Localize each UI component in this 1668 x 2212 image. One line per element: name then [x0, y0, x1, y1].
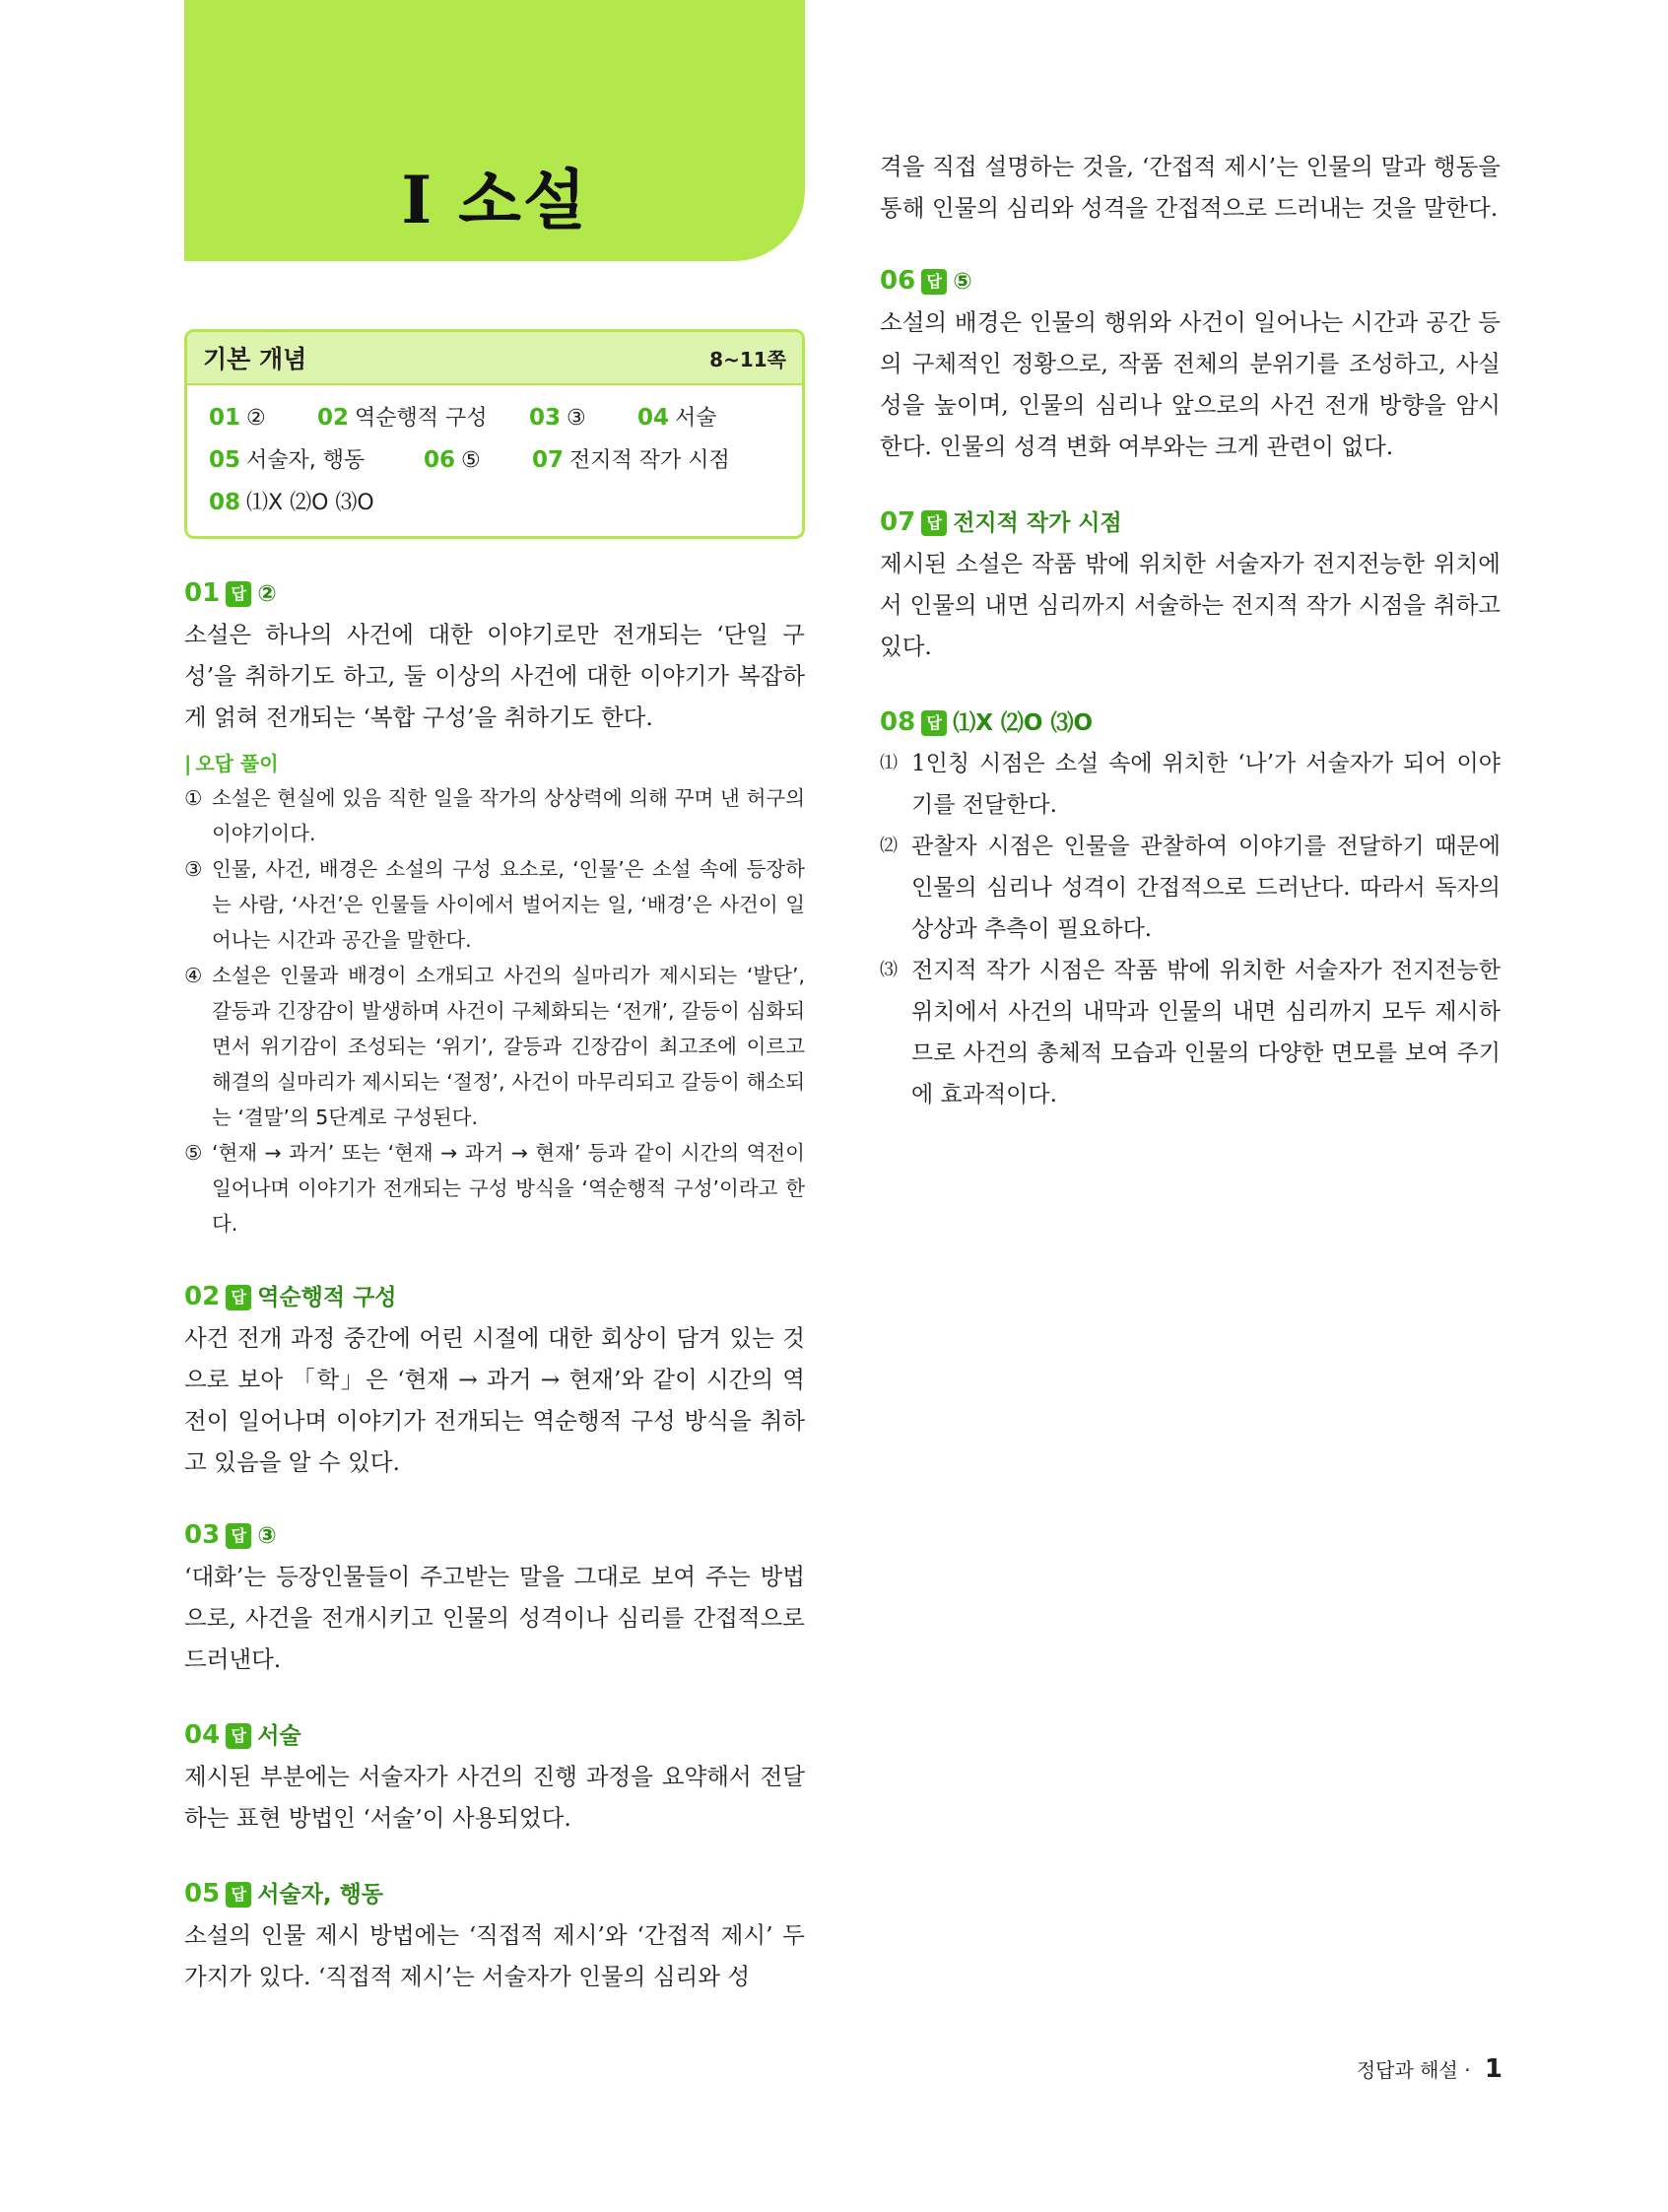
- explanation-item: [880, 743, 1501, 826]
- question-05-continued: [880, 146, 1501, 229]
- wrong-answer-item: [184, 958, 805, 1135]
- item-marker: ⑶: [880, 960, 898, 980]
- concept-item: [424, 439, 532, 482]
- question-heading: [880, 266, 1501, 296]
- explanation-text: 제시된 소설은 작품 밖에 위치한 서술자가 전지전능한 위치에서 인물의 내면 심리까지 서술하는 전지적 작가 시점을 취하고 있다.: [880, 550, 1501, 660]
- question-01: [184, 578, 805, 1241]
- question-number: 08: [880, 707, 916, 737]
- item-answer: ③: [567, 406, 586, 431]
- explanation-item: [880, 950, 1501, 1115]
- explanation-item: [880, 826, 1501, 950]
- concept-title: 기본 개념: [203, 345, 307, 373]
- item-text: 전지적 작가 시점은 작품 밖에 위치한 서술자가 전지전능한 위치에서 사건의 내막과 인물의 내면 심리까지 모두 제시하므로 사건의 총체적 모습과 인물의 다양한 면모를 보여 주기에 효과적이다.: [911, 958, 1501, 1107]
- concept-item: [637, 397, 717, 439]
- question-number: 03: [184, 1520, 221, 1550]
- answer-badge: 답: [921, 269, 947, 295]
- question-number: 05: [184, 1879, 221, 1909]
- wrong-answer-item: [184, 1135, 805, 1241]
- item-answer: 전지적 작가 시점: [569, 448, 730, 473]
- question-02: [184, 1279, 805, 1483]
- item-number: 07: [532, 447, 565, 473]
- question-03: [184, 1520, 805, 1680]
- answer-badge: 답: [921, 510, 947, 536]
- concept-box: [184, 329, 805, 539]
- question-07: [880, 504, 1501, 667]
- question-number: 04: [184, 1720, 221, 1750]
- page-number: 1: [1484, 2054, 1502, 2084]
- right-column: [880, 146, 1501, 1153]
- item-marker: ③: [184, 857, 203, 881]
- item-text: 인물, 사건, 배경은 소설의 구성 요소로, ‘인물’은 소설 속에 등장하는 사람, ‘사건’은 인물들 사이에서 벌어지는 일, ‘배경’은 사건이 일어나는 시간과 공간을 말한다.: [212, 857, 805, 952]
- concept-item: [317, 397, 529, 439]
- concept-row: [209, 439, 780, 482]
- question-heading: [184, 1520, 805, 1550]
- question-06: [880, 266, 1501, 467]
- concept-header: [187, 332, 802, 385]
- wrong-answer-item: [184, 780, 805, 851]
- answer-text: ⑴X ⑵O ⑶O: [953, 710, 1094, 736]
- question-number: 07: [880, 507, 916, 537]
- item-answer: ②: [246, 406, 266, 431]
- concept-pages: 8~11쪽: [709, 347, 786, 371]
- item-answer: 역순행적 구성: [355, 406, 488, 431]
- item-number: 06: [424, 447, 456, 473]
- item-marker: ④: [184, 964, 203, 987]
- concept-item: [209, 397, 317, 439]
- answer-text: 역순행적 구성: [257, 1285, 397, 1310]
- question-number: 02: [184, 1282, 221, 1311]
- answer-text: ③: [257, 1523, 277, 1549]
- item-number: 03: [529, 405, 562, 431]
- item-marker: ⑤: [184, 1141, 203, 1165]
- item-marker: ⑴: [880, 753, 898, 773]
- concept-item: [209, 482, 374, 524]
- item-marker: ⑵: [880, 836, 898, 856]
- item-text: 소설은 현실에 있음 직한 일을 작가의 상상력에 의해 꾸며 낸 허구의 이야기이다.: [212, 786, 805, 845]
- explanation-text: ‘대화’는 등장인물들이 주고받는 말을 그대로 보여 주는 방법으로, 사건을 전개시키고 인물의 성격이나 심리를 간접적으로 드러낸다.: [184, 1563, 805, 1673]
- item-answer: 서술자, 행동: [246, 448, 366, 473]
- answer-text: ⑤: [953, 269, 972, 295]
- footer-separator: ·: [1464, 2058, 1471, 2082]
- concept-item: [529, 397, 637, 439]
- wrong-answer-item: [184, 851, 805, 958]
- concept-answers: [187, 385, 802, 536]
- wrong-answer-subheading: | 오답 풀이: [184, 752, 279, 775]
- answer-badge: 답: [226, 1882, 251, 1908]
- footer-label: 정답과 해설: [1356, 2058, 1458, 2082]
- item-answer: ⑴X ⑵O ⑶O: [246, 491, 374, 515]
- answer-text: 서술: [257, 1723, 301, 1749]
- answer-text: ②: [257, 581, 277, 607]
- item-text: 1인칭 시점은 소설 속에 위치한 ‘나’가 서술자가 되어 이야기를 전달한다.: [911, 751, 1501, 818]
- item-number: 04: [637, 405, 670, 431]
- explanation-text: 소설의 배경은 인물의 행위와 사건이 일어나는 시간과 공간 등의 구체적인 정황으로, 작품 전체의 분위기를 조성하고, 사실성을 높이며, 인물의 심리나 앞으로의 사건 전개 방향을 암시한다. 인물의 성격 변화 여부와는 크게 관련이 없다.: [880, 308, 1501, 460]
- answer-badge: 답: [226, 1285, 251, 1310]
- explanation-text: 제시된 부분에는 서술자가 사건의 진행 과정을 요약해서 전달하는 표현 방법인 ‘서술’이 사용되었다.: [184, 1763, 805, 1832]
- answer-badge: 답: [921, 710, 947, 736]
- item-number: 01: [209, 405, 241, 431]
- item-text: 소설은 인물과 배경이 소개되고 사건의 실마리가 제시되는 ‘발단’, 갈등과 긴장감이 발생하며 사건이 구체화되는 ‘전개’, 갈등이 심화되면서 위기감이 조성되는 ‘위기’, 갈등과 긴장감이 최고조에 이르고 해결의 실마리가 제시되는 ‘절정’, 사건이 마무리되고 갈등이 해소되는 ‘결말’의 5단계로 구성된다.: [212, 964, 805, 1129]
- question-number: 01: [184, 578, 221, 608]
- item-number: 05: [209, 447, 241, 473]
- question-04: [184, 1717, 805, 1839]
- answer-badge: 답: [226, 1523, 251, 1549]
- explanation-text: 소설의 인물 제시 방법에는 ‘직접적 제시’와 ‘간접적 제시’ 두 가지가 있다. ‘직접적 제시’는 서술자가 인물의 심리와 성: [184, 1921, 805, 1990]
- page-footer: [1281, 2054, 1502, 2084]
- chapter-title: I 소설: [401, 162, 588, 238]
- answer-badge: 답: [226, 1723, 251, 1749]
- question-08: [880, 704, 1501, 1115]
- question-heading: [184, 1717, 805, 1750]
- question-05: [184, 1876, 805, 1997]
- concept-item: [209, 439, 424, 482]
- answer-text: 전지적 작가 시점: [953, 510, 1122, 536]
- explanation-text: 소설은 하나의 사건에 대한 이야기로만 전개되는 ‘단일 구성’을 취하기도 하고, 둘 이상의 사건에 대한 이야기가 복잡하게 얽혀 전개되는 ‘복합 구성’을 취하기도 한다.: [184, 621, 805, 731]
- subheading-label: 오답 풀이: [195, 752, 279, 775]
- question-heading: [184, 1876, 805, 1909]
- item-text: ‘현재 → 과거’ 또는 ‘현재 → 과거 → 현재’ 등과 같이 시간의 역전이 일어나며 이야기가 전개되는 구성 방식을 ‘역순행적 구성’이라고 한다.: [212, 1141, 805, 1236]
- concept-row: [209, 397, 780, 439]
- question-heading: [184, 578, 805, 608]
- item-text: 관찰자 시점은 인물을 관찰하여 이야기를 전달하기 때문에 인물의 심리나 성격이 간접적으로 드러난다. 따라서 독자의 상상과 추측이 필요하다.: [911, 834, 1501, 942]
- concept-row: [209, 482, 780, 524]
- question-heading: [880, 504, 1501, 537]
- left-column: [184, 329, 805, 2035]
- question-heading: [184, 1279, 805, 1311]
- answer-text: 서술자, 행동: [257, 1882, 384, 1908]
- item-answer: 서술: [675, 406, 717, 431]
- item-number: 08: [209, 490, 241, 515]
- question-heading: [880, 704, 1501, 737]
- answer-badge: 답: [226, 581, 251, 607]
- concept-item: [532, 439, 730, 482]
- item-marker: ①: [184, 786, 203, 810]
- item-answer: ⑤: [461, 448, 481, 473]
- item-number: 02: [317, 405, 350, 431]
- question-number: 06: [880, 266, 916, 296]
- explanation-text: 사건 전개 과정 중간에 어린 시절에 대한 회상이 담겨 있는 것으로 보아 「학」은 ‘현재 → 과거 → 현재’와 같이 시간의 역전이 일어나며 이야기가 전개되는 역순행적 구성 방식을 취하고 있음을 알 수 있다.: [184, 1324, 805, 1476]
- explanation-text: 격을 직접 설명하는 것을, ‘간접적 제시’는 인물의 말과 행동을 통해 인물의 심리와 성격을 간접적으로 드러내는 것을 말한다.: [880, 153, 1501, 222]
